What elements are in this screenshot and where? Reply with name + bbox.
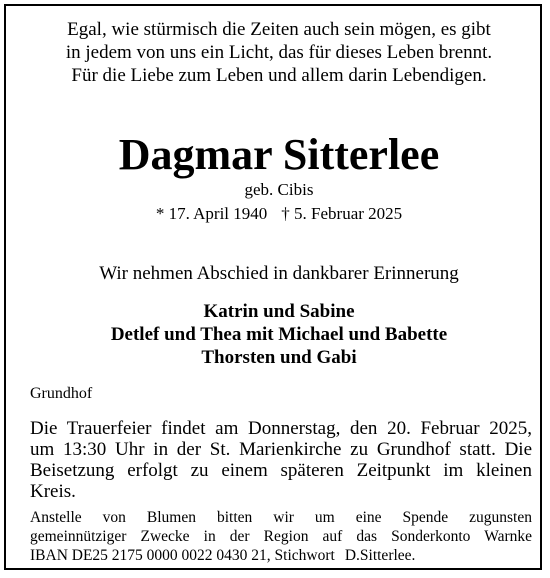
birth-date: * 17. April 1940	[155, 204, 268, 223]
mourner-line: Detlef und Thea mit Michael und Babette	[110, 324, 448, 345]
farewell-line: Wir nehmen Abschied in dankbarer Erinnerung	[99, 263, 459, 284]
iban-reference: D.Sitterlee.	[344, 547, 416, 564]
service-line: Kreis.	[30, 481, 76, 502]
verse-line: in jedem von uns ein Licht, das für dieses Leben brennt.	[65, 42, 493, 63]
donation-text	[30, 508, 532, 565]
mourner-line: Katrin und Sabine	[203, 301, 355, 322]
verse-line: Egal, wie stürmisch die Zeiten auch sein mögen, es gibt	[67, 19, 491, 40]
service-line: um 13:30 Uhr in der St. Marienkirche zu Grundhof statt. Die	[30, 439, 532, 460]
donation-line: Anstelle von Blumen bitten wir um eine Spende zugunsten	[30, 509, 532, 526]
life-dates	[6, 204, 550, 224]
notice-border	[4, 4, 542, 570]
deceased-name: Dagmar Sitterlee	[118, 130, 440, 179]
iban-text: IBAN DE25 2175 0000 0022 0430 21, Stichwort	[30, 547, 335, 564]
birth-name: geb. Cibis	[244, 180, 314, 199]
mourners	[6, 300, 550, 369]
verse-line: Für die Liebe zum Leben und allem darin Lebendigen.	[71, 65, 487, 86]
service-line: Die Trauerfeier findet am Donnerstag, den 20. Februar 2025,	[30, 418, 532, 439]
funeral-service-text	[30, 418, 532, 502]
verse	[6, 18, 550, 87]
place: Grundhof	[30, 385, 93, 402]
iban-line	[30, 546, 532, 565]
donation-line: gemeinnütziger Zwecke in der Region auf das Sonderkonto Warnke	[30, 528, 532, 545]
service-line: Beisetzung erfolgt zu einem späteren Zeitpunkt im kleinen	[30, 460, 532, 481]
mourner-line: Thorsten und Gabi	[201, 347, 357, 368]
death-date: † 5. Februar 2025	[281, 204, 403, 223]
